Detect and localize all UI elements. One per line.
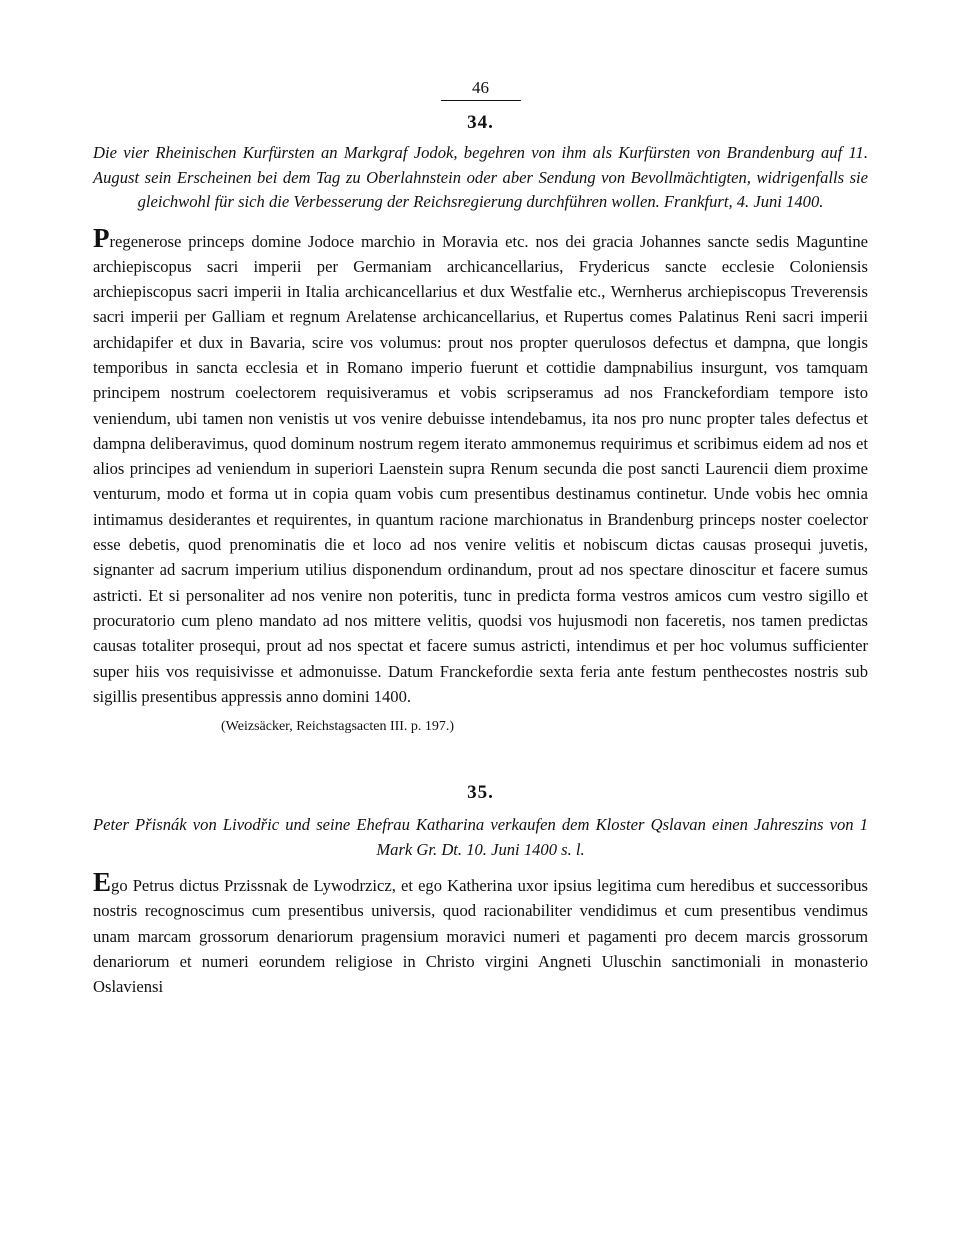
initial-letter: E (93, 867, 112, 898)
page-number: 46 (472, 78, 489, 97)
document-number: 35. (467, 782, 494, 804)
document-body (93, 222, 868, 710)
body-text: regenerose princeps domine Jodoce marchio in Moravia etc. nos dei gracia Johannes sancte sedis Maguntine archiepiscopus sacri imperii per Germaniam archicancellarius, Frydericus sancte ecclesie Coloniensis archiepiscopus sacri imperii in Italia archicancellarius et dux Westfalie etc., Wernherus archiepiscopus Treverensis sacri imperii per Galliam et regnum Arelatense archicancellarius, et Rupertus comes Palatinus Reni sacri imperii archidapifer et dux in Bavaria, scire vos volumus: prout nos propter querulosos defectus et dampna, que longis temporibus in sancta ecclesia et in Romano imperio fuerunt et cottidie dampnabilius insurgunt, vos tamquam principem nostrum coelectorem requisiveramus et vobis scripseramus ad nos Franckefordiam tempore isto veniendum, ubi tamen non venistis ut vos venire debuisse intendebamus, ita nos pro nunc propter tales defectus et dampna deliberavimus, quod dominum nostrum regem iterato ammonemus requirimus et scribimus eidem ad nos et alios principes ad veniendum in superiori Laenstein supra Renum secunda die post sancti Laurencii diem proxime venturum, modo et forma ut in copia quam vobis cum presentibus destinamus continetur. Unde vobis hec omnia intimamus desiderantes et requirentes, in quantum racione marchionatus in Brandenburg princeps noster coelector esse debetis, quod prenominatis die et loco ad nos venire velitis et nobiscum dictas causas prosequi juvetis, signanter ad sacrum imperium utilius disponendum ordinandum, prout ad nos spectare dinoscitur et facere sumus astricti. Et si personaliter ad nos venire non poteritis, tunc in predicta forma vestros amicos cum vestro sigillo et procuratorio cum pleno mandato ad nos mittere velitis, quodsi vos hujusmodi non faceretis, nos tamen predictas causas totaliter prosequi, prout ad nos spectat et facere sumus astricti, intendimus et per hoc volumus sufficienter super hiis vos requisivisse et admonuisse. Datum Franckefordie sexta feria ante festum penthecostes nostris sub sigillis presentibus appressis anno domini 1400. (93, 231, 868, 706)
source-citation: (Weizsäcker, Reichstagsacten III. p. 197.) (221, 719, 455, 735)
initial-letter: P (93, 222, 110, 253)
document-heading: Die vier Rheinischen Kurfürsten an Markgraf Jodok, begehren von ihm als Kurfürsten von Brandenburg auf 11. August sein Erscheinen bei dem Tag zu Oberlahnstein oder aber Sendung von Bevollmächtigten, widrigenfalls sie gleichwohl für sich die Verbesserung der Reichsregierung durchführen wollen. Frankfurt, 4. Juni 1400. (93, 143, 868, 211)
page-number-rule (441, 100, 521, 101)
body-text: go Petrus dictus Przissnak de Lywodrzicz, et ego Katherina uxor ipsius legitima cum heredibus et successoribus nostris recognoscimus cum presentibus universis, quod racionabiliter vendidimus et cum presentibus vendimus unam marcam grossorum denariorum pragensium moravici numeri et pagamenti pro decem marcis grossorum denariorum et numeri eorundem religiose in Christo virgini Angneti Uluschin sanctimoniali in monasterio Oslaviensi (93, 876, 868, 997)
document-34 (93, 111, 868, 737)
document-number: 34. (467, 112, 494, 133)
document-heading: Peter Přisnák von Livodřic und seine Ehefrau Katharina verkaufen dem Kloster Qslavan einen Jahreszins von 1 Mark Gr. Dt. 10. Juni 1400 s. l. (93, 815, 868, 859)
document-body (93, 867, 868, 999)
document-page (93, 78, 868, 1000)
document-35 (93, 781, 868, 999)
